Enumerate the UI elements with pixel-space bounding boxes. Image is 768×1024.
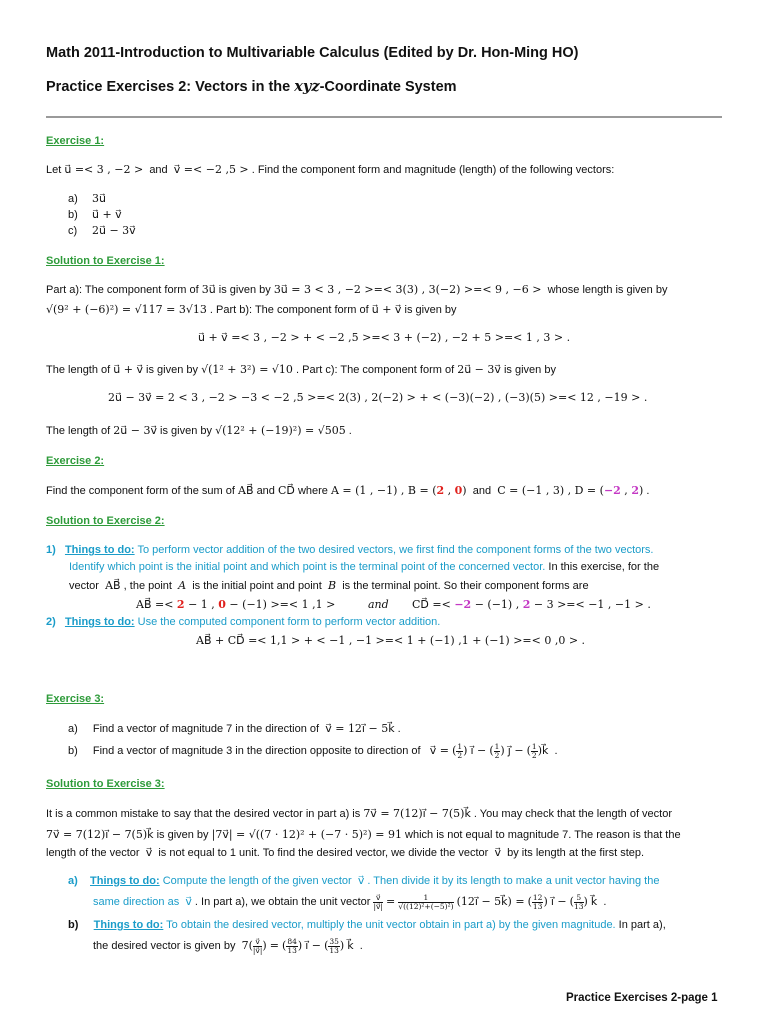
math: − 3 >=< −1 , −1 > . (530, 598, 651, 611)
solution-2-step-1 (46, 543, 653, 557)
document-title: Math 2011-Introduction to Multivariable Calculus (Edited by Dr. Hon-Ming HO) (46, 45, 579, 61)
point-a-b: A = (1 , −1) , B = ( (330, 484, 437, 497)
text: is given by (218, 284, 271, 296)
text: . In part a), we obtain the unit vector (194, 896, 371, 908)
numerator: 1 (531, 741, 537, 751)
step-label: b) (68, 919, 79, 931)
fraction (532, 894, 544, 911)
text: is given by (156, 829, 209, 841)
fraction (373, 894, 383, 911)
subtitle-post: -Coordinate System (319, 79, 457, 95)
sep: , (444, 484, 455, 497)
solution-3-para-line-1 (46, 807, 672, 821)
math: k⃗ (542, 744, 549, 757)
denominator: 13 (573, 901, 584, 911)
d-x-value: −2 (603, 484, 621, 497)
exercise-3-item-b: b) Find a vector of magnitude 3 in the direction opposite to direction of v⃗ = ( $\frac{1}{2}$ ) i⃗ − ( $\frac{1}{2}$ ) j⃗ − ( $\frac{1}{2}$ )k⃗ . (68, 741, 558, 760)
numerator: v⃗ (373, 894, 383, 903)
things-to-do: Things to do: (64, 544, 135, 556)
solution-3-step-a-line-2: same direction as v⃗ . In part a), we obtain the unit vector $\frac{v⃗}{|v⃗|}$ = $\frac{1}{\text{√((12)²+(−5)²)}}$ (12i⃗ − 5k⃗) = ( $\frac{12}{13}$ ) i⃗ − ( $\frac{5}{13}$ ) k⃗ . (93, 892, 607, 911)
text: where (297, 485, 328, 497)
text: is given by (404, 304, 457, 316)
text: In part a), (615, 919, 666, 931)
math: u⃗ + v⃗ (113, 363, 143, 376)
math: 7 (241, 939, 249, 952)
numerator: 35 (329, 936, 339, 946)
exercise-1-item-c (68, 224, 136, 238)
solution-3-step-b-line-2: the desired vector is given by 7( $\frac{v⃗}{|v⃗|}$ ) = ( $\frac{84}{13}$ ) i⃗ − ( $\frac{35}{13}$ ) k⃗ . (93, 936, 363, 955)
math: − (−1) , (471, 598, 523, 611)
numerator: 5 (574, 894, 584, 903)
solution-3-para-line-2 (46, 828, 681, 842)
text: It is a common mistake to say that the desired vector in part a) is (46, 808, 361, 820)
text: length of the vector (46, 847, 140, 859)
math: v⃗ (494, 846, 501, 859)
solution-2-ab-equation (136, 598, 335, 612)
b-y-value: 0 (454, 484, 463, 497)
exercise-3-item-a (68, 722, 401, 736)
solution-1-equation-c: 2u⃗ − 3v⃗ = 2 < 3 , −2 > −3 < −2 ,5 >=< 2(3) , 2(−2) > + < (−3)(−2) , (−3)(5) >=< 12 , −19 > . (108, 391, 648, 404)
text: same direction as (93, 896, 180, 908)
item-label: b) (68, 209, 78, 221)
text: the desired vector is given by (93, 940, 236, 952)
text: is given by (160, 425, 213, 437)
point: A (178, 579, 187, 592)
solution-2-step-1-line-2 (69, 560, 659, 574)
numerator: v⃗ (253, 938, 263, 947)
d-y-value: 2 (631, 484, 639, 497)
point-c-d: C = (−1 , 3) , D = ( (497, 484, 604, 497)
numerator: 84 (287, 936, 297, 946)
item-expr: u⃗ + v⃗ (92, 208, 122, 221)
solution-3-step-a (68, 874, 659, 888)
fraction (456, 743, 463, 760)
text: Use the computed component form to perform vector addition. (134, 616, 441, 628)
text: . Then divide it by its length to make a unit vector having the (367, 875, 660, 887)
solution-2-step-2 (46, 615, 440, 629)
math: 7v⃗ = 7(12)i⃗ − 7(5)k⃗ (363, 807, 471, 820)
text: In this exercise, for the (545, 561, 660, 573)
header-divider (46, 116, 722, 118)
math: √(1² + 3²) = √10 (201, 363, 293, 376)
math: v⃗ (357, 874, 365, 887)
sep: , (620, 484, 632, 497)
math: √(12² + (−19)²) = √505 (215, 424, 346, 437)
text: , the point (123, 580, 172, 592)
item-expr: 2u⃗ − 3v⃗ (92, 224, 136, 237)
text: . Part c): The component form of (296, 364, 455, 376)
item-label: b) (68, 745, 78, 757)
math: AB⃗ =< (136, 598, 177, 611)
text: . (603, 896, 607, 908)
math: k⃗ (590, 895, 598, 908)
vector-cd: CD⃗ (277, 484, 295, 497)
math: v⃗ (185, 895, 192, 908)
text: To perform vector addition of the two desired vectors, we first find the component forms of the two vectors. (134, 544, 654, 556)
math: √(9² + (−6)²) = √117 = 3√13 (46, 303, 207, 316)
text: The length of (46, 364, 111, 376)
solution-1-equation-sum: u⃗ + v⃗ =< 3 , −2 > + < −2 ,5 >=< 3 + (−2) , −2 + 5 >=< 1 , 3 > . (198, 331, 571, 344)
math: (12i⃗ − 5k⃗) = (456, 895, 525, 908)
text: The length of (46, 425, 111, 437)
exercise-1-intro (46, 163, 614, 177)
math: CD⃗ =< (412, 598, 455, 611)
text: whose length is given by (547, 284, 668, 296)
text: is given by (503, 364, 556, 376)
text: Find the component form of the sum of (46, 485, 235, 497)
exercise-1-item-b (68, 208, 122, 222)
b-y-value: 0 (218, 598, 226, 611)
solution-1-heading: Solution to Exercise 1: (46, 255, 165, 267)
text: Let (46, 164, 62, 176)
exercise-1-item-a (68, 192, 106, 206)
text: . Part b): The component form of (209, 304, 369, 316)
text: Identify which point is the initial point and which point is the terminal point of the concerned vector. (69, 561, 546, 573)
point: B (327, 579, 337, 592)
denominator: 13 (329, 945, 339, 955)
fraction (531, 743, 538, 760)
denominator: 13 (532, 901, 543, 911)
item-label: a) (68, 723, 78, 735)
text: is the initial point and point (192, 580, 322, 592)
denominator: 13 (287, 945, 297, 955)
text: is given by (146, 364, 199, 376)
math: 7v⃗ = 7(12)i⃗ − 7(5)k⃗ (46, 828, 154, 841)
text: . (397, 723, 401, 735)
fraction (574, 894, 584, 911)
step-label: a) (68, 875, 78, 887)
math: u⃗ + v⃗ (371, 303, 402, 316)
item-expr: 3u⃗ (92, 192, 106, 205)
subtitle-var: xyz (294, 78, 320, 95)
math: = (386, 895, 396, 908)
things-to-do: Things to do: (64, 616, 135, 628)
things-to-do: Things to do: (93, 919, 164, 931)
denominator: 2 (457, 750, 463, 760)
solution-2-cd-equation (412, 598, 651, 612)
fraction (328, 938, 340, 955)
solution-1-line-6 (46, 424, 352, 438)
things-to-do: Things to do: (90, 875, 160, 887)
text: and (472, 485, 492, 497)
math: |7v⃗| = √((7 · 12)² + (−7 · 5)²) = 91 (211, 828, 402, 841)
page-footer: Practice Exercises 2-page 1 (566, 992, 718, 1004)
b-x-value: 2 (176, 598, 185, 611)
math: − 1 , (184, 598, 219, 611)
text: Compute the length of the given vector (159, 875, 352, 887)
math: i⃗ − (550, 895, 567, 908)
text: Part a): The component form of (46, 284, 199, 296)
math: k⃗ (347, 939, 354, 952)
fraction (286, 938, 298, 955)
exercise-2-text (46, 484, 649, 498)
solution-2-heading: Solution to Exercise 2: (46, 515, 165, 527)
text: . (359, 940, 363, 952)
numerator: 1 (398, 894, 453, 903)
u-definition: u⃗ =< 3 , −2 > (64, 163, 144, 176)
solution-2-sum-equation: AB⃗ + CD⃗ =< 1,1 > + < −1 , −1 >=< 1 + (−1) ,1 + (−1) >=< 0 ,0 > . (196, 634, 586, 647)
item-label: a) (68, 193, 78, 205)
denominator: 2 (494, 750, 500, 760)
text: by its length at the first step. (507, 847, 645, 859)
denominator: |v⃗| (252, 945, 263, 955)
exercise-2-heading: Exercise 2: (46, 455, 105, 467)
text: To obtain the desired vector, multiply the unit vector obtain in part a) by the given magnitude. (163, 919, 616, 931)
fraction (398, 894, 453, 911)
math: i⃗ − (305, 939, 322, 952)
math: 2u⃗ − 3v⃗ (113, 424, 157, 437)
text: Find a vector of magnitude 3 in the direction opposite to direction of (92, 745, 421, 757)
math: 3u⃗ = 3 < 3 , −2 >=< 3(3) , 3(−2) >=< 9 , −6 > (273, 283, 542, 296)
text: . (554, 745, 558, 757)
numerator: 12 (532, 892, 543, 902)
math: − (−1) >=< 1 ,1 > (225, 598, 336, 611)
text: . You may check that the length of vector (473, 808, 673, 820)
text: vector (69, 580, 99, 592)
math: 3u⃗ (201, 283, 216, 296)
solution-1-line-4 (46, 363, 556, 377)
document-subtitle (46, 78, 457, 96)
solution-3-para-line-3 (46, 846, 644, 860)
solution-3-heading: Solution to Exercise 3: (46, 778, 165, 790)
solution-1-line-1 (46, 283, 667, 297)
paren: ) (462, 484, 467, 497)
text: is the terminal point. So their component forms are (342, 580, 589, 592)
fraction (494, 743, 501, 760)
math: v⃗ = (429, 744, 449, 757)
vector-ab: AB⃗ (105, 579, 121, 592)
text: is not equal to 1 unit. To find the desired vector, we divide the vector (158, 847, 489, 859)
math: i⃗ − (470, 744, 487, 757)
text: which is not equal to magnitude 7. The reason is that the (405, 829, 681, 841)
d-x-value: −2 (454, 598, 472, 611)
exercise-3-heading: Exercise 3: (46, 693, 105, 705)
denominator: √((12)²+(−5)²) (398, 901, 454, 911)
vector-ab: AB⃗ (238, 484, 254, 497)
fraction (253, 938, 263, 955)
step-label: 2) (46, 616, 56, 628)
text: Find a vector of magnitude 7 in the direction of (92, 723, 320, 735)
item-label: c) (68, 225, 78, 237)
math: = (269, 939, 279, 952)
solution-2-step-1-line-3 (69, 579, 589, 593)
math: v⃗ (145, 846, 153, 859)
v-definition: v⃗ =< −2 ,5 > (173, 163, 249, 176)
text: . (646, 485, 650, 497)
b-x-value: 2 (436, 484, 445, 497)
math: j⃗ − (507, 744, 524, 757)
paren: ) (638, 484, 644, 497)
text: and (149, 164, 168, 176)
math: 2u⃗ − 3v⃗ (457, 363, 501, 376)
text: and (256, 485, 275, 497)
solution-2-and: and (368, 598, 389, 611)
denominator: 2 (531, 750, 537, 760)
step-label: 1) (46, 544, 56, 556)
math: v⃗ = 12i⃗ − 5k⃗ (325, 722, 395, 735)
denominator: |v⃗| (373, 901, 383, 911)
numerator: 1 (457, 741, 463, 751)
d-y-value: 2 (522, 598, 531, 611)
subtitle-pre: Practice Exercises 2: Vectors in the (46, 79, 295, 95)
text: . Find the component form and magnitude (length) of the following vectors: (251, 164, 615, 176)
numerator: 1 (494, 741, 500, 751)
solution-3-step-b (68, 918, 666, 932)
text: . (348, 425, 352, 437)
exercise-1-heading: Exercise 1: (46, 135, 105, 147)
solution-1-line-2 (46, 303, 457, 317)
